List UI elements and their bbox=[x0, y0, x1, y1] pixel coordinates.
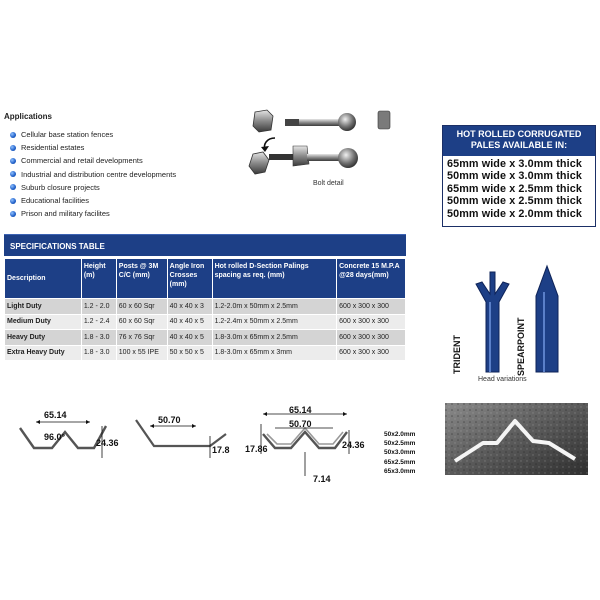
table-cell: 600 x 300 x 300 bbox=[337, 330, 406, 346]
dimension-label: 24.36 bbox=[342, 440, 365, 450]
bullet-icon bbox=[10, 184, 16, 190]
bolt-head bbox=[338, 113, 356, 131]
table-cell: 60 x 60 Sqr bbox=[116, 314, 167, 330]
trident-label: TRIDENT bbox=[452, 335, 462, 374]
profile-thickness-list bbox=[384, 430, 415, 476]
table-cell: 1.8 - 3.0 bbox=[81, 330, 116, 346]
list-item: 50x2.5mm bbox=[384, 440, 416, 448]
dimension-label: 7.14 bbox=[313, 474, 331, 484]
washer-icon bbox=[378, 111, 390, 129]
pale-photo bbox=[445, 403, 588, 475]
table-row bbox=[5, 330, 406, 346]
bullet-icon bbox=[10, 158, 16, 164]
table-cell: 1.2-2.4m x 50mm x 2.5mm bbox=[212, 314, 337, 330]
profile-combined-diagram bbox=[245, 402, 385, 488]
table-cell: 76 x 76 Sqr bbox=[116, 330, 167, 346]
table-cell: Light Duty bbox=[5, 299, 82, 315]
table-cell: Medium Duty bbox=[5, 314, 82, 330]
bullet-icon bbox=[10, 132, 16, 138]
table-cell: 1.8-3.0m x 65mm x 3mm bbox=[212, 345, 337, 361]
head-variations-illustration bbox=[446, 262, 586, 378]
head-variations-caption: Head variations bbox=[478, 376, 527, 383]
list-item: Educational facilities bbox=[10, 194, 176, 207]
list-item: Cellular base station fences bbox=[10, 128, 176, 141]
column-header: Concrete 15 M.P.A @28 days(mm) bbox=[337, 259, 406, 299]
spearpoint-head-icon bbox=[536, 266, 558, 372]
list-item: 50x3.0mm bbox=[384, 449, 416, 457]
table-row bbox=[5, 299, 406, 315]
pale-row: 65mm wide x 2.5mm thick bbox=[447, 182, 582, 195]
pale-row: 65mm wide x 3.0mm thick bbox=[447, 158, 582, 170]
list-item: 65x2.5mm bbox=[384, 458, 416, 466]
column-header: Angle Iron Crosses (mm) bbox=[167, 259, 212, 299]
table-cell: 1.8 - 3.0 bbox=[81, 345, 116, 361]
table-cell: 1.2 - 2.4 bbox=[81, 314, 116, 330]
profile-50-diagram bbox=[130, 406, 240, 466]
list-item: Residential estates bbox=[10, 141, 176, 154]
nut-icon bbox=[253, 110, 273, 132]
table-cell: 40 x 40 x 3 bbox=[167, 299, 212, 315]
table-cell: Extra Heavy Duty bbox=[5, 345, 82, 361]
dimension-label: 65.14 bbox=[289, 405, 312, 415]
profile-outline bbox=[263, 432, 347, 448]
pales-title: HOT ROLLED CORRUGATED PALES AVAILABLE IN: bbox=[443, 126, 595, 156]
table-cell: 600 x 300 x 300 bbox=[337, 345, 406, 361]
bullet-icon bbox=[10, 171, 16, 177]
bullet-icon bbox=[10, 145, 16, 151]
pales-box bbox=[442, 125, 596, 227]
applications-list bbox=[10, 128, 176, 220]
dimension-label: 50.70 bbox=[289, 419, 312, 429]
table-cell: 40 x 40 x 5 bbox=[167, 330, 212, 346]
table-cell: 1.8-3.0m x 65mm x 2.5mm bbox=[212, 330, 337, 346]
applications-title: Applications bbox=[4, 112, 53, 121]
bullet-icon bbox=[10, 198, 16, 204]
table-cell: 60 x 60 Sqr bbox=[116, 299, 167, 315]
table-cell: 600 x 300 x 300 bbox=[337, 314, 406, 330]
table-row bbox=[5, 314, 406, 330]
table-header-row bbox=[5, 259, 406, 299]
dimension-label: 65.14 bbox=[44, 410, 67, 420]
list-item: Commercial and retail developments bbox=[10, 154, 176, 167]
pale-row: 50mm wide x 2.5mm thick bbox=[447, 195, 582, 208]
bolt-illustration bbox=[245, 102, 405, 182]
table-cell: 40 x 40 x 5 bbox=[167, 314, 212, 330]
spec-table-title: SPECIFICATIONS TABLE bbox=[4, 234, 406, 256]
column-header: Description bbox=[5, 259, 82, 299]
column-header: Hot rolled D-Section Palings spacing as req. (mm) bbox=[212, 259, 337, 299]
list-item: Industrial and distribution centre developments bbox=[10, 168, 176, 181]
dimension-label: 17.8 bbox=[212, 445, 230, 455]
bolt-caption: Bolt detail bbox=[313, 180, 344, 187]
column-header: Posts @ 3M C/C (mm) bbox=[116, 259, 167, 299]
list-item: Suburb closure projects bbox=[10, 181, 176, 194]
table-cell: 600 x 300 x 300 bbox=[337, 299, 406, 315]
table-row bbox=[5, 345, 406, 361]
dimension-label: 50.70 bbox=[158, 415, 181, 425]
profile-outline bbox=[136, 420, 226, 446]
table-cell: 1.2-2.0m x 50mm x 2.5mm bbox=[212, 299, 337, 315]
profile-65-diagram bbox=[10, 402, 125, 472]
trident-head-icon bbox=[476, 272, 509, 372]
spearpoint-label: SPEARPOINT bbox=[516, 317, 526, 376]
pale-row: 50mm wide x 2.0mm thick bbox=[447, 207, 582, 220]
bullet-icon bbox=[10, 211, 16, 217]
pales-list bbox=[443, 156, 595, 220]
dimension-label: 24.36 bbox=[96, 438, 119, 448]
pale-row: 50mm wide x 3.0mm thick bbox=[447, 170, 582, 183]
table-cell: 50 x 50 x 5 bbox=[167, 345, 212, 361]
dimension-label: 96.0° bbox=[44, 432, 66, 442]
list-item: 65x3.0mm bbox=[384, 467, 416, 475]
table-cell: 100 x 55 IPE bbox=[116, 345, 167, 361]
nut-icon bbox=[249, 152, 269, 174]
list-item: 50x2.0mm bbox=[384, 431, 416, 438]
spec-table bbox=[4, 258, 406, 361]
table-cell: 1.2 - 2.0 bbox=[81, 299, 116, 315]
list-item: Prison and military facilites bbox=[10, 207, 176, 220]
column-header: Height (m) bbox=[81, 259, 116, 299]
table-cell: Heavy Duty bbox=[5, 330, 82, 346]
specifications-section bbox=[4, 234, 406, 361]
dimension-label: 17.86 bbox=[245, 444, 268, 454]
